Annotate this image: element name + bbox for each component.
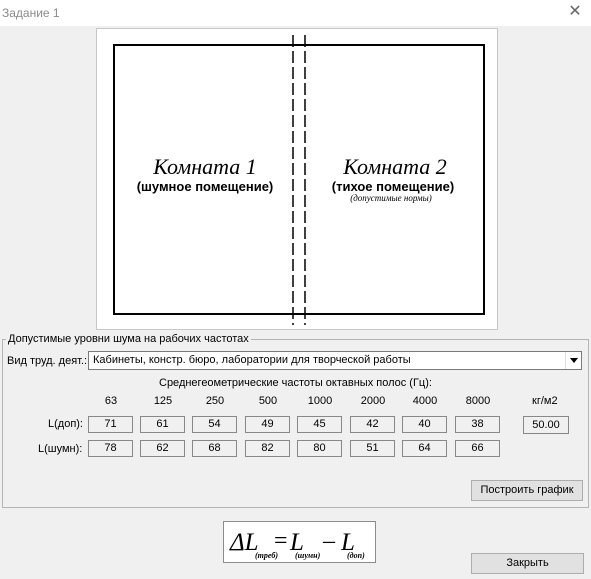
- formula-drawing: [224, 522, 375, 562]
- formula-sub-dop: (доп): [347, 551, 365, 560]
- freq-header: 125: [153, 395, 173, 407]
- freq-header: 4000: [412, 395, 438, 407]
- title-bar: [0, 0, 591, 26]
- noise-cell-8000[interactable]: 66: [455, 440, 500, 457]
- freq-header: 63: [104, 395, 118, 407]
- window-title: Задание 1: [2, 6, 60, 20]
- activity-label: Вид труд. деят.:: [7, 355, 88, 367]
- room1-title: Комната 1: [153, 154, 257, 179]
- formula-sub-shum: (шумн): [295, 551, 321, 560]
- freq-header: 250: [205, 395, 225, 407]
- freq-header: 8000: [465, 395, 491, 407]
- formula-l-dop: L: [341, 529, 355, 556]
- formula-l-noise: L: [290, 529, 304, 556]
- row-noise-label: L(шумн):: [38, 443, 83, 455]
- formula-box: [223, 521, 376, 563]
- rooms-drawing: [97, 29, 499, 331]
- noise-cell-125[interactable]: 62: [140, 440, 185, 457]
- close-icon[interactable]: ✕: [568, 3, 582, 20]
- dropdown-button[interactable]: [565, 352, 581, 369]
- chevron-down-icon: [570, 358, 578, 363]
- room2-title: Комната 2: [343, 154, 447, 179]
- formula-equals: =: [274, 528, 288, 554]
- density-unit-label: кг/м2: [532, 395, 558, 407]
- noise-cell-1000[interactable]: 80: [297, 440, 342, 457]
- noise-cell-63[interactable]: 78: [88, 440, 133, 457]
- density-input[interactable]: 50.00: [523, 416, 569, 434]
- freq-header: 500: [258, 395, 278, 407]
- freq-header: 2000: [360, 395, 386, 407]
- dop-cell-125[interactable]: 61: [140, 416, 185, 433]
- dop-cell-1000[interactable]: 45: [297, 416, 342, 433]
- dop-cell-2000[interactable]: 42: [350, 416, 395, 433]
- room2-note: (допустимые нормы): [350, 193, 432, 203]
- activity-select-value: Кабинеты, констр. бюро, лаборатории для творческой работы: [93, 354, 411, 366]
- freq-header: 1000: [307, 395, 333, 407]
- activity-select[interactable]: [88, 351, 582, 370]
- formula-sub-treb: (треб): [255, 551, 278, 560]
- dop-cell-8000[interactable]: 38: [455, 416, 500, 433]
- noise-cell-4000[interactable]: 64: [402, 440, 447, 457]
- room1-subtitle: (шумное помещение): [136, 179, 274, 194]
- room2-subtitle: (тихое помещение): [331, 179, 455, 194]
- close-button[interactable]: Закрыть: [471, 553, 584, 574]
- rooms-diagram: [96, 28, 498, 330]
- formula-delta-l: ΔL: [230, 529, 259, 556]
- noise-cell-500[interactable]: 82: [245, 440, 290, 457]
- plot-graph-button[interactable]: Построить график: [471, 480, 583, 501]
- formula-minus: –: [323, 528, 335, 554]
- frequencies-title: Среднегеометрические частоты октавных полос (Гц):: [159, 377, 432, 389]
- dop-cell-4000[interactable]: 40: [402, 416, 447, 433]
- row-dop-label: L(доп):: [48, 418, 83, 430]
- group-legend: Допустимые уровни шума на рабочих частотах: [8, 333, 249, 345]
- dop-cell-250[interactable]: 54: [192, 416, 237, 433]
- noise-cell-2000[interactable]: 51: [350, 440, 395, 457]
- dop-cell-500[interactable]: 49: [245, 416, 290, 433]
- dop-cell-63[interactable]: 71: [88, 416, 133, 433]
- noise-cell-250[interactable]: 68: [192, 440, 237, 457]
